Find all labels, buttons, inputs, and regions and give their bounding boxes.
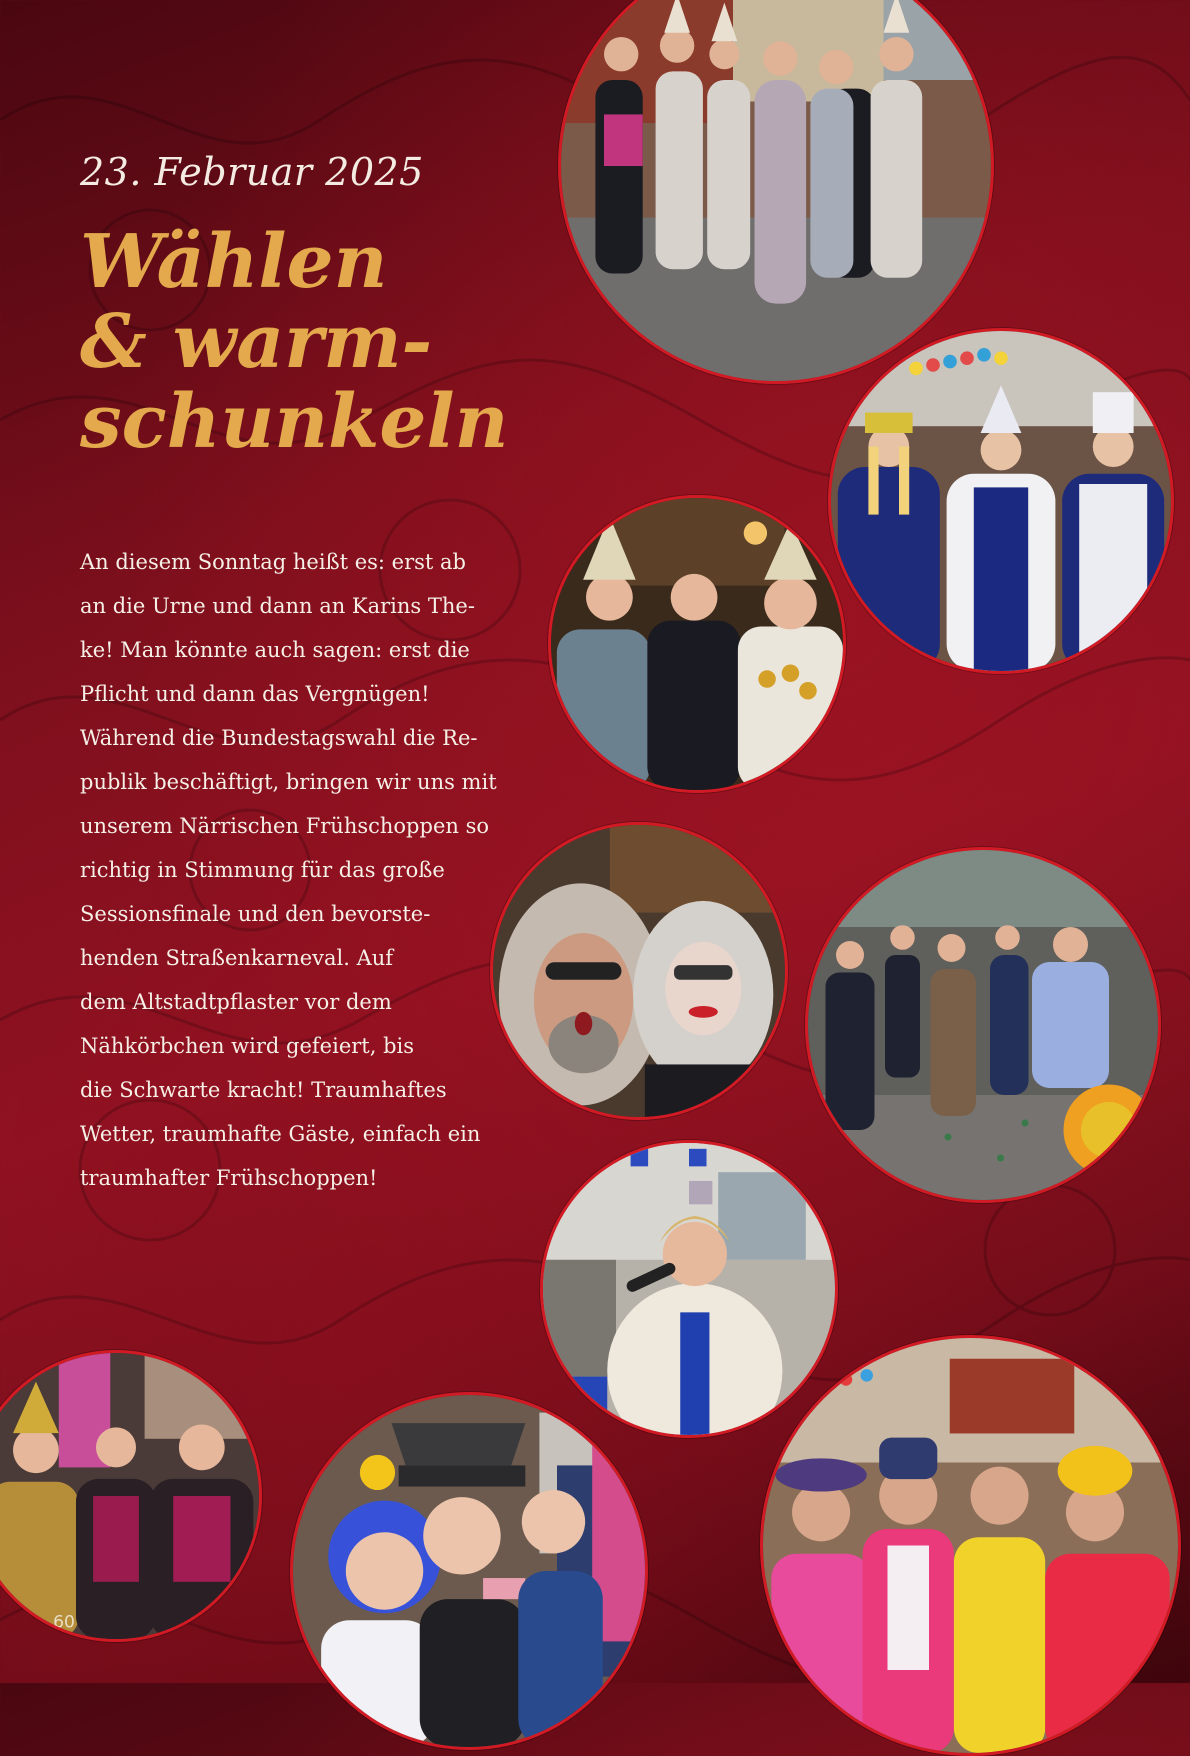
singer-photo	[540, 1140, 838, 1438]
body-line: Wetter, traumhafte Gäste, einfach ein	[80, 1122, 481, 1146]
body-line: henden Straßenkarneval. Auf	[80, 946, 394, 970]
costume-selfie-photo	[490, 822, 788, 1120]
body-line: Pflicht und dann das Vergnügen!	[80, 682, 430, 706]
title-line: & warm-	[80, 299, 433, 385]
group-photo-street	[558, 0, 994, 384]
article-body	[80, 540, 530, 1200]
body-line: unserem Närrischen Frühschoppen so	[80, 814, 489, 838]
body-line: Während die Bundestagswahl die Re-	[80, 726, 478, 750]
body-line: dem Altstadtpflaster vor dem	[80, 990, 392, 1014]
clown-costume-photo	[290, 1392, 648, 1750]
trio-photo-pub	[548, 495, 846, 793]
body-line: Sessionsfinale und den bevorste-	[80, 902, 431, 926]
group-photo-royals	[828, 328, 1174, 674]
body-line: Nähkörbchen wird gefeiert, bis	[80, 1034, 415, 1058]
body-line: die Schwarte kracht! Traumhaftes	[80, 1078, 447, 1102]
title-line: schunkeln	[80, 379, 509, 465]
body-line: publik beschäftigt, bringen wir uns mit	[80, 770, 497, 794]
uniform-trio-photo	[0, 1350, 262, 1642]
title-line: Wählen	[80, 219, 388, 305]
body-line: an die Urne und dann an Karins The-	[80, 594, 475, 618]
colorful-costumes-photo	[760, 1335, 1181, 1756]
street-crowd-photo	[805, 847, 1161, 1203]
page-number: 60	[53, 1612, 75, 1633]
body-line: richtig in Stimmung für das große	[80, 858, 445, 882]
event-date: 23. Februar 2025	[80, 150, 424, 194]
body-line: traumhafter Frühschoppen!	[80, 1166, 378, 1190]
body-line: An diesem Sonntag heißt es: erst ab	[80, 550, 466, 574]
page-title	[80, 219, 520, 465]
body-line: ke! Man könnte auch sagen: erst die	[80, 638, 470, 662]
